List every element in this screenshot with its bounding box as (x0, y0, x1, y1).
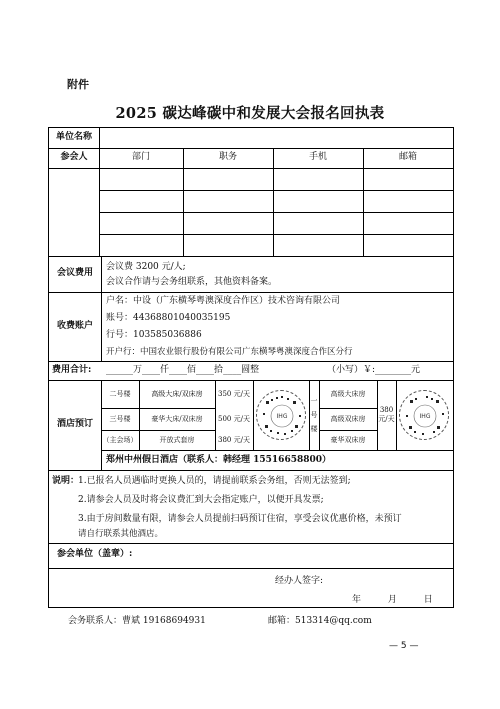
room-type-superior-king: 高级大床房 (330, 389, 366, 398)
column-header-position: 职务 (218, 152, 237, 163)
attendee-row[interactable] (100, 191, 453, 212)
price-building-one: 380 元/天 (378, 406, 395, 423)
handler-signature-label: 经办人签字: (275, 576, 324, 586)
column-header-department: 部门 (131, 152, 150, 163)
page-title: 2025 碳达峰碳中和发展大会报名回执表 (115, 105, 385, 122)
organizer-email: 邮箱：513314@qq.com (268, 616, 372, 626)
unit-stamp-label: 参会单位（盖章）: (57, 549, 133, 559)
ihg-logo-right: IHG (419, 413, 431, 420)
attendee-row[interactable] (100, 169, 453, 190)
room-type-deluxe-twin: 豪华双床房 (330, 435, 366, 444)
building-one-label: 一号楼 (310, 397, 318, 433)
price-suite: 380 元/天 (218, 435, 250, 444)
hotel-booking-qr-left[interactable] (256, 390, 306, 440)
column-header-email: 邮箱 (398, 152, 417, 163)
hotel-label: 酒店预订 (57, 419, 94, 430)
attendee-row[interactable] (100, 213, 453, 234)
organizer-contact: 会务联系人：曹斌 19168694931 (68, 616, 206, 626)
hotel-booking-qr-right[interactable] (399, 390, 449, 440)
attendee-label: 参会人 (60, 152, 88, 163)
unit-name-label: 单位名称 (55, 132, 92, 143)
price-superior: 350 元/天 (218, 389, 250, 398)
column-header-phone: 手机 (308, 152, 327, 163)
ihg-logo-left: IHG (276, 413, 288, 420)
note-item: 请自行联系其他酒店。 (78, 529, 164, 539)
fee-amount-text: 会议费 3200 元/人; (106, 262, 186, 272)
note-item: 1.已报名人员遇临时更换人员的，请提前联系会务组，否则无法签到; (78, 476, 351, 486)
room-type-deluxe: 豪华大床/双床房 (151, 414, 203, 423)
attendee-row[interactable] (100, 235, 453, 256)
account-number-text: 账号：44368801040035195 (106, 313, 231, 323)
room-type-superior: 高级大床/双床房 (151, 389, 203, 398)
registration-form (48, 127, 454, 569)
account-holder-text: 户名：中设（广东横琴粤澳深度合作区）技术咨询有限公司 (106, 296, 341, 306)
total-amount-figures[interactable]: （小写）￥:________元 (327, 365, 421, 375)
building-three-label: 三号楼 (109, 414, 131, 423)
main-venue-label: （主会场） (102, 435, 138, 444)
page-number: — 5 — (389, 641, 419, 651)
fee-label: 会议费用 (57, 268, 94, 279)
note-item: 3.由于房间数量有限，请参会人员提前扫码预订住宿，享受会议优惠价格，未预订 (78, 514, 402, 524)
building-two-label: 二号楼 (109, 389, 131, 398)
room-type-suite: 开放式套房 (159, 435, 195, 444)
total-amount-words[interactable]: ______万____仟____佰____拾____圆整 (106, 365, 260, 375)
notes-label: 说明： (52, 476, 80, 486)
bank-name-text: 开户行：中国农业银行股份有限公司广东横琴粤澳深度合作区分行 (106, 347, 353, 357)
fee-note-text: 会议合作请与会务组联系，其他资料备案。 (106, 277, 278, 287)
bank-code-text: 行号：103585036886 (106, 330, 202, 340)
price-deluxe: 500 元/天 (218, 414, 250, 423)
unit-name-input[interactable] (100, 128, 453, 148)
account-label: 收费账户 (57, 320, 94, 331)
total-label: 费用合计: (52, 365, 92, 375)
room-type-superior-twin: 高级双床房 (330, 414, 366, 423)
hotel-contact-text: 郑州中州假日酒店（联系人：韩经理 15516658800） (106, 455, 332, 465)
attachment-tag: 附件 (67, 78, 89, 91)
date-field[interactable]: 年 月 日 (352, 595, 445, 605)
note-item: 2.请参会人员及时将会议费汇到大会指定账户，以便开具发票; (78, 495, 324, 505)
